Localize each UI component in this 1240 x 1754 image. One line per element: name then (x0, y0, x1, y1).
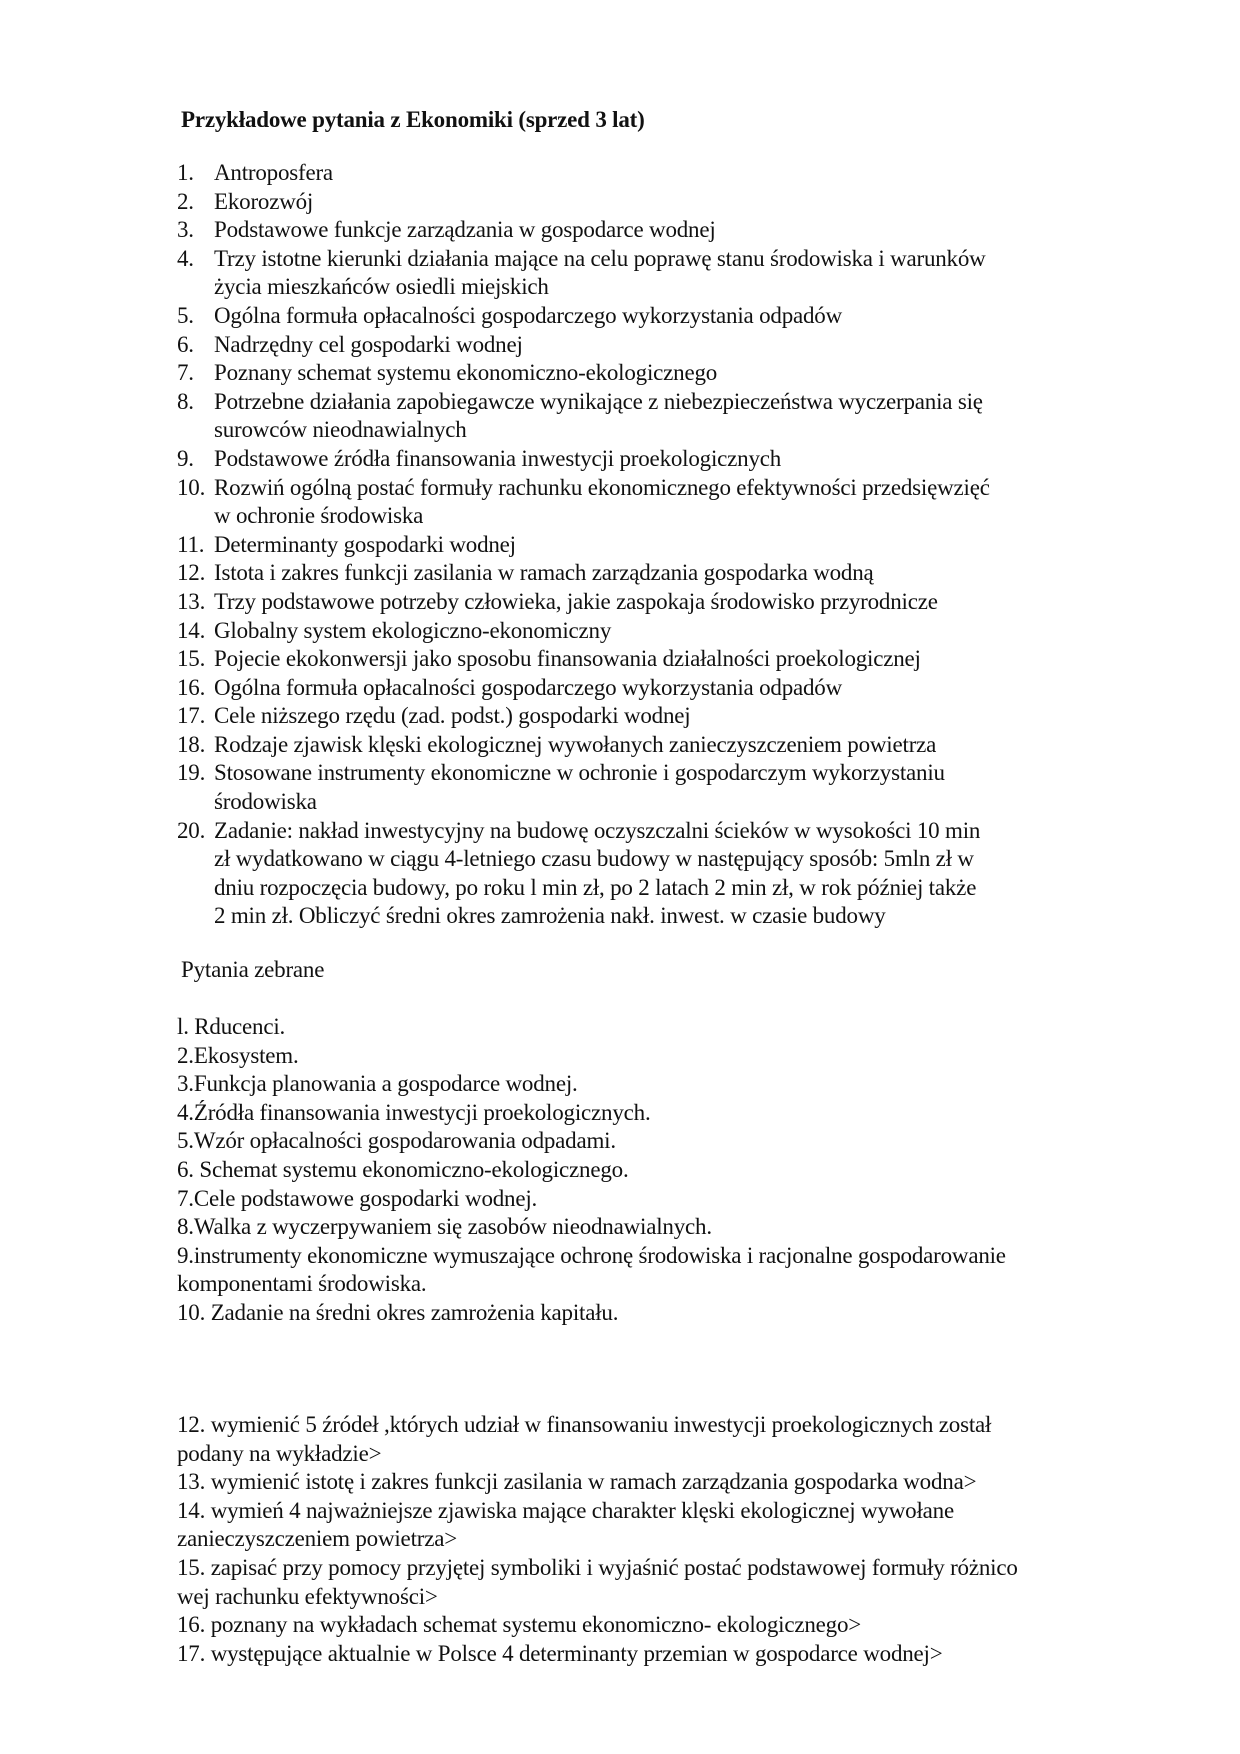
question-item (177, 817, 990, 931)
question-text-line: Determinanty gospodarki wodnej (214, 531, 516, 557)
question-text-line: Cele niższego rzędu (zad. podst.) gospodarki wodnej (214, 703, 691, 729)
question-text-line: Zadanie: nakład inwestycyjny na budowę oczyszczalni ścieków w wysokości 10 min (214, 817, 981, 843)
collected-questions-list (177, 1013, 1006, 1328)
question-item (177, 759, 990, 816)
collected-question-line: 8.Walka z wyczerpywaniem się zasobów nieodnawialnych. (177, 1214, 712, 1240)
question-text-line: Ogólna formuła opłacalności gospodarczego wykorzystania odpadów (214, 302, 843, 328)
question-text-line: Antroposfera (214, 160, 333, 185)
question-text-line: Podstawowe źródła finansowania inwestycji proekologicznych (214, 445, 782, 471)
question-text-line: środowiska (214, 789, 317, 815)
collected-questions-more-list (177, 1411, 1018, 1668)
question-number: 6. (177, 331, 194, 357)
question-text-line: Globalny system ekologiczno-ekonomiczny (214, 617, 612, 643)
questions-list (177, 159, 990, 931)
question-item (177, 645, 990, 674)
question-text-line: Pojecie ekokonwersji jako sposobu finansowania działalności proekologicznej (214, 646, 921, 672)
question-text-line: Rodzaje zjawisk klęski ekologicznej wywołanych zanieczyszczeniem powietrza (214, 731, 937, 757)
question-item (177, 617, 990, 646)
question-text-line: życia mieszkańców osiedli miejskich (214, 274, 549, 300)
collected-question-line: l. Rducenci. (177, 1014, 286, 1039)
question-text-line: dniu rozpoczęcia budowy, po roku l min zł, po 2 latach 2 min zł, w rok później także (214, 874, 977, 900)
question-number: 2. (177, 188, 194, 214)
question-text-line: 2 min zł. Obliczyć średni okres zamrożenia nakł. inwest. w czasie budowy (214, 903, 886, 929)
question-number: 14. (177, 617, 206, 643)
question-item (177, 588, 990, 617)
question-text-line: Potrzebne działania zapobiegawcze wynikające z niebezpieczeństwa wyczerpania się (214, 388, 983, 414)
question-text-line: Rozwiń ogólną postać formuły rachunku ekonomicznego efektywności przedsięwzięć (214, 474, 990, 500)
question-number: 20. (177, 817, 206, 843)
collected-question-line: 13. wymienić istotę i zakres funkcji zasilania w ramach zarządzania gospodarka wodna> (177, 1469, 977, 1495)
question-item (177, 359, 990, 388)
question-text-line: w ochronie środowiska (214, 503, 424, 529)
collected-question-line: 7.Cele podstawowe gospodarki wodnej. (177, 1185, 538, 1211)
question-number: 15. (177, 646, 206, 672)
question-number: 1. (177, 160, 194, 185)
question-number: 4. (177, 245, 194, 271)
section-heading: Pytania zebrane (181, 957, 325, 982)
question-item (177, 702, 990, 731)
question-item (177, 674, 990, 703)
collected-question-line: 4.Źródła finansowania inwestycji proekologicznych. (177, 1099, 651, 1125)
collected-question-line: 16. poznany na wykładach schemat systemu ekonomiczno- ekologicznego> (177, 1612, 862, 1638)
question-text-line: Istota i zakres funkcji zasilania w ramach zarządzania gospodarka wodną (214, 560, 874, 586)
question-text-line: Podstawowe funkcje zarządzania w gospodarce wodnej (214, 217, 716, 243)
question-number: 8. (177, 388, 194, 414)
question-item (177, 531, 990, 560)
collected-question-line: 17. występujące aktualnie w Polsce 4 determinanty przemian w gospodarce wodnej> (177, 1640, 943, 1666)
question-number: 9. (177, 445, 194, 471)
question-number: 11. (177, 531, 205, 557)
question-text-line: Nadrzędny cel gospodarki wodnej (214, 331, 523, 357)
question-item (177, 731, 990, 760)
question-number: 3. (177, 217, 194, 243)
question-item (177, 245, 990, 302)
question-text-line: Trzy podstawowe potrzeby człowieka, jakie zaspokaja środowisko przyrodnicze (214, 588, 938, 614)
question-item (177, 188, 990, 217)
collected-question-line: 3.Funkcja planowania a gospodarce wodnej. (177, 1071, 578, 1097)
question-item (177, 331, 990, 360)
collected-question-line: 2.Ekosystem. (177, 1042, 299, 1068)
question-number: 5. (177, 302, 194, 328)
collected-question-line: 15. zapisać przy pomocy przyjętej symboliki i wyjaśnić postać podstawowej formuły różnico (177, 1554, 1018, 1580)
collected-question-line: wej rachunku efektywności> (177, 1583, 438, 1609)
collected-question-line: 5.Wzór opłacalności gospodarowania odpadami. (177, 1128, 616, 1154)
collected-question-line: podany na wykładzie> (177, 1440, 382, 1466)
collected-question-line: zanieczyszczeniem powietrza> (177, 1526, 458, 1552)
question-number: 16. (177, 674, 206, 700)
question-item (177, 216, 990, 245)
collected-question-line: 12. wymienić 5 źródeł ,których udział w finansowaniu inwestycji proekologicznych został (177, 1412, 992, 1437)
question-text-line: Ekorozwój (214, 188, 314, 214)
collected-question-line: 6. Schemat systemu ekonomiczno-ekologicznego. (177, 1156, 629, 1182)
collected-question-line: 14. wymień 4 najważniejsze zjawiska mające charakter klęski ekologicznej wywołane (177, 1497, 954, 1523)
collected-question-line: 9.instrumenty ekonomiczne wymuszające ochronę środowiska i racjonalne gospodarowanie (177, 1242, 1006, 1268)
question-number: 12. (177, 560, 206, 586)
question-text-line: Poznany schemat systemu ekonomiczno-ekologicznego (214, 360, 718, 386)
question-item (177, 445, 990, 474)
question-text-line: Ogólna formuła opłacalności gospodarczego wykorzystania odpadów (214, 674, 843, 700)
question-item (177, 474, 990, 531)
question-item (177, 302, 990, 331)
collected-question-line: komponentami środowiska. (177, 1271, 427, 1297)
question-number: 7. (177, 360, 194, 386)
question-number: 13. (177, 588, 206, 614)
question-item (177, 559, 990, 588)
question-text-line: surowców nieodnawialnych (214, 417, 467, 443)
question-number: 19. (177, 760, 206, 786)
question-text-line: Trzy istotne kierunki działania mające na celu poprawę stanu środowiska i warunków (214, 245, 986, 271)
document-title: Przykładowe pytania z Ekonomiki (sprzed 3 lat) (181, 107, 645, 132)
question-text-line: Stosowane instrumenty ekonomiczne w ochronie i gospodarczym wykorzystaniu (214, 760, 945, 786)
question-number: 18. (177, 731, 206, 757)
question-text-line: zł wydatkowano w ciągu 4-letniego czasu budowy w następujący sposób: 5mln zł w (214, 846, 974, 872)
collected-question-line: 10. Zadanie na średni okres zamrożenia kapitału. (177, 1299, 619, 1325)
question-number: 10. (177, 474, 206, 500)
question-number: 17. (177, 703, 206, 729)
question-item (177, 159, 990, 188)
question-item (177, 388, 990, 445)
